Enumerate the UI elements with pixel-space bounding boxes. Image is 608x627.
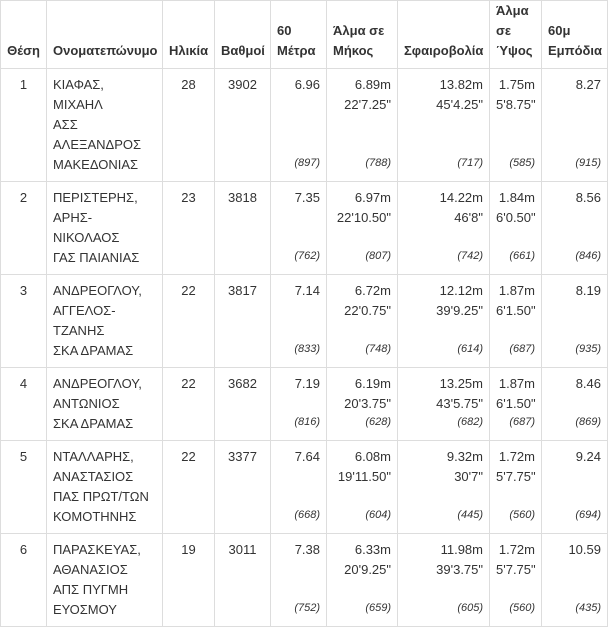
- high-jump-cell: [490, 368, 542, 441]
- header-row: [1, 1, 608, 69]
- header-high-jump-line: σε: [496, 23, 512, 38]
- athlete-name-line: ΑΝΔΡΕΟΓΛΟΥ,: [53, 376, 142, 391]
- result-points: (807): [365, 250, 391, 262]
- result-points: (604): [365, 509, 391, 521]
- hurdles-cell: [542, 368, 608, 441]
- result-metric: 6.33m: [354, 542, 391, 557]
- athlete-name-line: ΜΑΚΕΔΟΝΙΑΣ: [53, 157, 139, 172]
- result-points: (762): [294, 250, 320, 262]
- athlete-name-cell: [47, 441, 163, 534]
- age-value: 19: [181, 542, 196, 557]
- result-points: (833): [294, 343, 320, 355]
- result-points: (560): [509, 509, 535, 521]
- result-metric: 6.72m: [354, 283, 391, 298]
- result-imperial: 6'1.50": [496, 303, 536, 318]
- athlete-name-cell: [47, 182, 163, 275]
- hurdles-cell: [542, 441, 608, 534]
- result-metric: 13.25m: [439, 376, 483, 391]
- long-jump-cell: [327, 534, 398, 627]
- position-cell: [1, 182, 47, 275]
- result-imperial: 30'7": [454, 469, 483, 484]
- result-points: (869): [575, 416, 601, 428]
- result-imperial: 20'9.25": [344, 562, 391, 577]
- header-60m-hurdles-line: Εμπόδια: [548, 43, 603, 58]
- result-metric: 1.87m: [498, 376, 535, 391]
- points-cell: [215, 441, 271, 534]
- result-points: (668): [294, 509, 320, 521]
- header-age: Ηλικία: [163, 1, 215, 69]
- high-jump-cell: [490, 69, 542, 182]
- result-points: (560): [509, 602, 535, 614]
- result-points: (935): [575, 343, 601, 355]
- position-value: 3: [19, 283, 28, 298]
- athlete-name-line: ΝΤΑΛΛΑΡΗΣ,: [53, 449, 134, 464]
- header-high-jump-line: Άλμα: [496, 3, 529, 18]
- result-metric: 6.97m: [354, 190, 391, 205]
- hurdles-cell: [542, 275, 608, 368]
- result-imperial: 46'8": [454, 210, 483, 225]
- result-metric: 1.87m: [498, 283, 535, 298]
- result-value: 8.27: [575, 77, 601, 92]
- result-metric: 6.19m: [354, 376, 391, 391]
- points-value: 3818: [228, 190, 257, 205]
- result-points: (661): [509, 250, 535, 262]
- result-metric: 1.84m: [498, 190, 535, 205]
- points-cell: [215, 275, 271, 368]
- points-cell: [215, 534, 271, 627]
- m60-cell: [271, 534, 327, 627]
- athlete-name-line: ΑΝΔΡΕΟΓΛΟΥ,: [53, 283, 142, 298]
- table-row: [1, 182, 608, 275]
- position-cell: [1, 534, 47, 627]
- position-value: 2: [19, 190, 28, 205]
- hurdles-cell: [542, 534, 608, 627]
- header-long-jump-line: Μήκος: [333, 43, 374, 58]
- athlete-name-line: ΜΙΧΑΗΛ: [53, 97, 103, 112]
- athlete-name-line: ΠΕΡΙΣΤΕΡΗΣ,: [53, 190, 138, 205]
- athlete-name-cell: [47, 534, 163, 627]
- header-60m-hurdles: [542, 1, 608, 69]
- result-imperial: 19'11.50": [337, 469, 391, 484]
- result-points: (445): [457, 509, 483, 521]
- result-points: (788): [365, 157, 391, 169]
- athlete-name-line: ΣΚΑ ΔΡΑΜΑΣ: [53, 343, 134, 358]
- points-value: 3682: [228, 376, 257, 391]
- position-cell: [1, 368, 47, 441]
- result-imperial: 22'0.75": [344, 303, 391, 318]
- athlete-name-line: ΑΣΣ: [53, 117, 78, 132]
- result-metric: 13.82m: [439, 77, 483, 92]
- result-points: (435): [575, 602, 601, 614]
- points-value: 3902: [228, 77, 257, 92]
- high-jump-cell: [490, 182, 542, 275]
- result-metric: 12.12m: [439, 283, 483, 298]
- result-points: (614): [457, 343, 483, 355]
- result-value: 9.24: [575, 449, 601, 464]
- result-metric: 6.08m: [354, 449, 391, 464]
- long-jump-cell: [327, 182, 398, 275]
- result-points: (742): [457, 250, 483, 262]
- header-long-jump-line: Άλμα σε: [333, 23, 385, 38]
- result-imperial: 39'9.25": [436, 303, 483, 318]
- result-value: 7.19: [294, 376, 320, 391]
- result-imperial: 22'10.50": [336, 210, 391, 225]
- shot-put-cell: [398, 368, 490, 441]
- result-metric: 6.89m: [354, 77, 391, 92]
- age-cell: [163, 368, 215, 441]
- header-60m-line: 60: [277, 23, 292, 38]
- table-row: [1, 275, 608, 368]
- long-jump-cell: [327, 441, 398, 534]
- athlete-name-line: ΑΛΕΞΑΝΔΡΟΣ: [53, 137, 142, 152]
- header-points: Βαθμοί: [215, 1, 271, 69]
- result-metric: 11.98m: [440, 542, 483, 557]
- long-jump-cell: [327, 275, 398, 368]
- m60-cell: [271, 275, 327, 368]
- header-60m-line: Μέτρα: [277, 43, 316, 58]
- result-points: (897): [294, 157, 320, 169]
- athlete-name-line: ΚΙΑΦΑΣ,: [53, 77, 104, 92]
- result-imperial: 45'4.25": [436, 97, 483, 112]
- result-imperial: 5'7.75": [496, 562, 536, 577]
- athlete-name-line: ΑΝΑΣΤΑΣΙΟΣ: [53, 469, 134, 484]
- long-jump-cell: [327, 69, 398, 182]
- result-points: (585): [509, 157, 535, 169]
- result-imperial: 6'1.50": [496, 396, 536, 411]
- result-points: (659): [365, 602, 391, 614]
- position-cell: [1, 441, 47, 534]
- m60-cell: [271, 368, 327, 441]
- long-jump-cell: [327, 368, 398, 441]
- athlete-name-line: ΑΠΣ ΠΥΓΜΗ: [53, 582, 129, 597]
- athlete-name-line: ΝΙΚΟΛΑΟΣ: [53, 230, 120, 245]
- result-value: 7.64: [294, 449, 320, 464]
- header-60m: [271, 1, 327, 69]
- shot-put-cell: [398, 534, 490, 627]
- result-metric: 1.72m: [498, 542, 535, 557]
- position-value: 1: [19, 77, 28, 92]
- age-value: 22: [181, 283, 196, 298]
- result-points: (748): [365, 343, 391, 355]
- points-value: 3011: [228, 542, 257, 557]
- header-position: Θέση: [1, 1, 47, 69]
- athlete-name-cell: [47, 69, 163, 182]
- athlete-name-line: ΠΑΡΑΣΚΕΥΑΣ,: [53, 542, 141, 557]
- table-row: [1, 368, 608, 441]
- hurdles-cell: [542, 69, 608, 182]
- shot-put-cell: [398, 182, 490, 275]
- result-points: (717): [457, 157, 483, 169]
- points-cell: [215, 182, 271, 275]
- athlete-name-line: ΑΡΗΣ-: [53, 210, 93, 225]
- athlete-name-line: ΑΘΑΝΑΣΙΟΣ: [53, 562, 128, 577]
- shot-put-cell: [398, 275, 490, 368]
- result-points: (605): [457, 602, 483, 614]
- result-value: 8.19: [575, 283, 601, 298]
- points-value: 3377: [228, 449, 257, 464]
- points-cell: [215, 368, 271, 441]
- age-value: 22: [181, 449, 196, 464]
- result-value: 8.46: [575, 376, 601, 391]
- result-imperial: 5'8.75": [496, 97, 536, 112]
- result-imperial: 6'0.50": [496, 210, 536, 225]
- result-value: 7.35: [294, 190, 320, 205]
- result-points: (816): [294, 416, 320, 428]
- header-shot-put: Σφαιροβολία: [398, 1, 490, 69]
- result-points: (846): [575, 250, 601, 262]
- result-points: (682): [457, 416, 483, 428]
- age-value: 23: [181, 190, 196, 205]
- athlete-name-line: ΑΝΤΩΝΙΟΣ: [53, 396, 120, 411]
- position-value: 4: [19, 376, 28, 391]
- hurdles-cell: [542, 182, 608, 275]
- athlete-name-line: ΕΥΟΣΜΟΥ: [53, 602, 117, 617]
- position-value: 6: [19, 542, 28, 557]
- athlete-name-line: ΣΚΑ ΔΡΑΜΑΣ: [53, 416, 134, 431]
- shot-put-cell: [398, 441, 490, 534]
- result-imperial: 5'7.75": [496, 469, 536, 484]
- high-jump-cell: [490, 275, 542, 368]
- age-cell: [163, 441, 215, 534]
- age-value: 22: [181, 376, 196, 391]
- result-metric: 1.72m: [498, 449, 535, 464]
- header-long-jump: [327, 1, 398, 69]
- result-metric: 9.32m: [446, 449, 483, 464]
- table-row: [1, 69, 608, 182]
- result-value: 6.96: [294, 77, 320, 92]
- athlete-name-line: ΑΓΓΕΛΟΣ-: [53, 303, 116, 318]
- points-cell: [215, 69, 271, 182]
- athlete-name-cell: [47, 275, 163, 368]
- result-value: 8.56: [575, 190, 601, 205]
- high-jump-cell: [490, 534, 542, 627]
- result-metric: 14.22m: [439, 190, 483, 205]
- age-cell: [163, 69, 215, 182]
- m60-cell: [271, 441, 327, 534]
- age-cell: [163, 182, 215, 275]
- header-high-jump: [490, 1, 542, 69]
- result-value: 10.59: [568, 542, 601, 557]
- athlete-name-line: ΚΟΜΟΤΗΝΗΣ: [53, 509, 137, 524]
- result-value: 7.38: [294, 542, 320, 557]
- age-value: 28: [181, 77, 196, 92]
- result-points: (628): [365, 416, 391, 428]
- result-points: (915): [575, 157, 601, 169]
- table-row: [1, 534, 608, 627]
- m60-cell: [271, 69, 327, 182]
- position-cell: [1, 275, 47, 368]
- result-imperial: 39'3.75": [436, 562, 483, 577]
- high-jump-cell: [490, 441, 542, 534]
- result-points: (687): [509, 343, 535, 355]
- age-cell: [163, 275, 215, 368]
- athlete-name-line: ΠΑΣ ΠΡΩΤ/ΤΩΝ: [53, 489, 149, 504]
- position-cell: [1, 69, 47, 182]
- result-imperial: 20'3.75": [344, 396, 391, 411]
- shot-put-cell: [398, 69, 490, 182]
- result-points: (687): [509, 416, 535, 428]
- result-imperial: 22'7.25": [344, 97, 391, 112]
- result-metric: 1.75m: [498, 77, 535, 92]
- header-name: Ονοματεπώνυμο: [47, 1, 163, 69]
- athlete-name-cell: [47, 368, 163, 441]
- m60-cell: [271, 182, 327, 275]
- header-high-jump-line: Ύψος: [496, 43, 533, 58]
- result-value: 7.14: [294, 283, 320, 298]
- athlete-name-line: ΤΖΑΝΗΣ: [53, 323, 105, 338]
- points-value: 3817: [228, 283, 257, 298]
- result-imperial: 43'5.75": [436, 396, 483, 411]
- position-value: 5: [19, 449, 28, 464]
- age-cell: [163, 534, 215, 627]
- result-points: (752): [294, 602, 320, 614]
- athlete-name-line: ΓΑΣ ΠΑΙΑΝΙΑΣ: [53, 250, 140, 265]
- result-points: (694): [575, 509, 601, 521]
- table-row: [1, 441, 608, 534]
- header-60m-hurdles-line: 60μ: [548, 23, 571, 38]
